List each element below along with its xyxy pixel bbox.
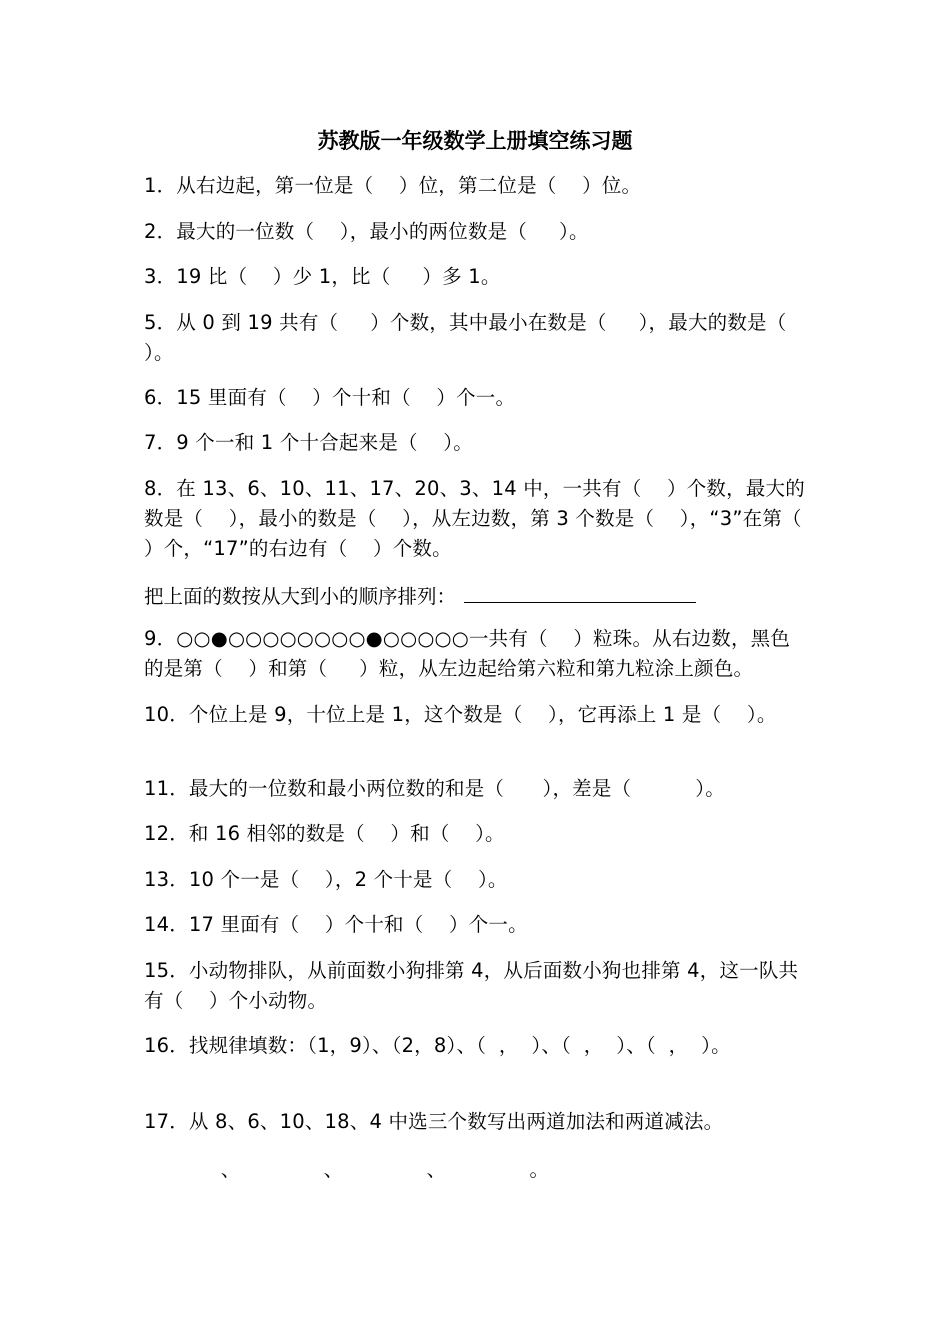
question-10: 10．个位上是 9，十位上是 1，这个数是（ ），它再添上 1 是（ ）。 (144, 703, 777, 726)
question-8: 8．在 13、6、10、11、17、20、3、14 中，一共有（ ）个数，最大的数是（ ），最小的数是（ ），从左边数，第 3 个数是（ ），“3”在第（ ）个，“17”的右边有（ ）个数。 (144, 477, 828, 560)
question-15: 15．小动物排队，从前面数小狗排第 4，从后面数小狗也排第 4，这一队共有（ ）个小动物。 (144, 959, 799, 1012)
question-17-answer-blanks: 、 、 、 。 (144, 1158, 550, 1181)
question-2: 2．最大的一位数（ ），最小的两位数是（ ）。 (144, 220, 589, 243)
question-3: 3．19 比（ ）少 1，比（ ）多 1。 (144, 265, 501, 288)
question-11: 11．最大的一位数和最小两位数的和是（ ），差是（ ）。 (144, 777, 725, 800)
question-12: 12．和 16 相邻的数是（ ）和（ ）。 (144, 822, 505, 845)
question-17: 17．从 8、6、10、18、4 中选三个数写出两道加法和两道减法。 (144, 1110, 724, 1133)
question-6: 6．15 里面有（ ）个十和（ ）个一。 (144, 386, 516, 409)
answer-blank-line[interactable] (464, 580, 696, 603)
page-title: 苏教版一年级数学上册填空练习题 (317, 129, 633, 153)
question-7: 7．9 个一和 1 个十合起来是（ ）。 (144, 431, 473, 454)
question-5: 5．从 0 到 19 共有（ ）个数，其中最小在数是（ ），最大的数是（ ）。 (144, 311, 819, 364)
question-9: 9．○○●○○○○○○○○●○○○○○一共有（ ）粒珠。从右边数，黑色的是第（ ）和第（ ）粒，从左边起给第六粒和第九粒涂上颜色。 (144, 627, 791, 680)
question-1: 1．从右边起，第一位是（ ）位，第二位是（ ）位。 (144, 174, 642, 197)
sort-instruction (144, 580, 808, 612)
question-16: 16．找规律填数：（1，9）、（2，8）、（ ， ）、（ ， ）、（ ， ）。 (144, 1034, 731, 1057)
question-13: 13．10 个一是（ ），2 个十是（ ）。 (144, 868, 508, 891)
sort-instruction-label: 把上面的数按从大到小的顺序排列： (144, 585, 457, 608)
question-14: 14．17 里面有（ ）个十和（ ）个一。 (144, 913, 528, 936)
